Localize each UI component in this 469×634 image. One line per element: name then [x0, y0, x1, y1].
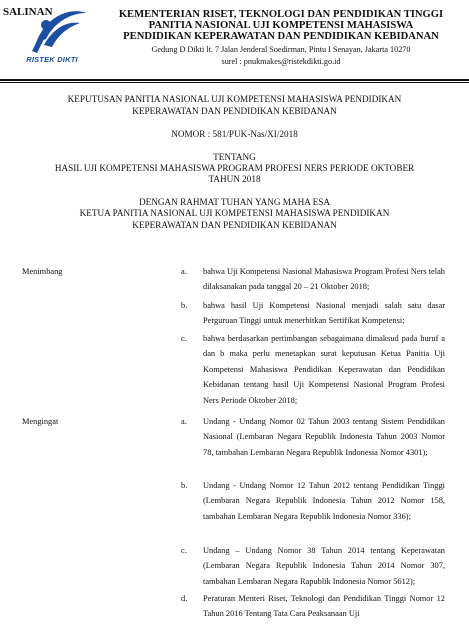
tentang-heading: TENTANG [213, 152, 256, 162]
program-title: PENDIDIKAN KEPERAWATAN DAN PENDIDIKAN KEBIDANAN [123, 31, 439, 42]
list-marker: a. [181, 267, 187, 276]
header-rule [0, 79, 469, 81]
list-marker: c. [181, 334, 187, 343]
mengingat-item-b: Undang - Undang Nomor 12 Tahun 2012 tentang Pendidikan Tinggi (Lembaran Negara Republik Indonesia Tahun 2012 Nomor 158, tambahan Lembaran Negara Republik Indonesia Nomor 336); [203, 481, 445, 521]
mengingat-label: Mengingat [22, 417, 59, 426]
salinan-label: SALINAN [3, 6, 53, 18]
decree-title-1: KEPUTUSAN PANITIA NASIONAL UJI KOMPETENSI MAHASISWA PENDIDIKAN [67, 94, 402, 104]
decree-number: NOMOR : 581/PUK-Nas/XI/2018 [171, 129, 298, 139]
logo-text: RISTEK DIKTI [26, 55, 78, 64]
mengingat-item-a: Undang - Undang Nomor 02 Tahun 2003 tentang Sistem Pendidikan Nasional (Lembaran Negara Republik Indonesia Tahun 2003 Nomor 78, tambahan Lembaran Negara Republik Indonesia Nomor 4301); [203, 417, 445, 457]
menimbang-item-c: bahwa berdasarkan pertimbangan sebagaimana dimaksud pada huruf a dan b maka perlu menetapkan surat keputusan Ketua Panitia Uji Kompetensi Mahasiswa Pendidikan Keperawatan dan Pendidikan Kebidanan tentang hasil Uji Kompetensi Nasional Program Profesi Ners Periode Oktober 2018; [203, 334, 445, 405]
chair-line-1: KETUA PANITIA NASIONAL UJI KOMPETENSI MAHASISWA PENDIDIKAN [79, 208, 390, 218]
list-marker: c. [181, 546, 187, 555]
menimbang-item-a: bahwa Uji Kompetensi Nasional Mahasiswa Program Profesi Ners telah dilaksanakan pada tanggal 20 – 21 Oktober 2018; [203, 267, 445, 292]
grace-line: DENGAN RAHMAT TUHAN YANG MAHA ESA [139, 197, 330, 207]
email: surel : pnukmakes@ristekdikti.go.id [221, 57, 341, 66]
address: Gedung D Dikti lt. 7 Jalan Jenderal Soedirman, Pintu I Senayan, Jakarta 10270 [151, 45, 411, 54]
menimbang-label: Menimbang [22, 267, 63, 276]
list-marker: a. [181, 417, 187, 426]
decree-title-2: KEPERAWATAN DAN PENDIDIKAN KEBIDANAN [132, 106, 337, 116]
decree-subject-2: TAHUN 2018 [208, 174, 261, 184]
list-marker: b. [181, 481, 188, 490]
mengingat-item-c: Undang – Undang Nomor 38 Tahun 2014 tentang Keperawatan (Lembaran Negara Republik Indonesia Tahun 2014 Nomor 307, tambahan Lembaran Negara Rapublik Indonesia Nomor 5612); [203, 546, 445, 586]
decree-subject-1: HASIL UJI KOMPETENSI MAHASISWA PROGRAM PROFESI NERS PERIODE OKTOBER [54, 163, 415, 173]
chair-line-2: KEPERAWATAN DAN PENDIDIKAN KEBIDANAN [132, 220, 337, 230]
menimbang-item-b: bahwa hasil Uji Kompetensi Nasional menjadi salah satu dasar Perguruan Tinggi untuk menerbitkan Sertifikat Kompetensi; [203, 301, 445, 326]
header-rule-thin [0, 82, 469, 83]
ministry-title: KEMENTERIAN RISET, TEKNOLOGI DAN PENDIDIKAN TINGGI [118, 9, 444, 20]
list-marker: b. [181, 301, 188, 310]
letterhead [96, 9, 466, 67]
list-marker: d. [181, 594, 188, 603]
mengingat-item-d: Peraturan Menteri Riset, Teknologi dan Pendidikan Tinggi Nomor 12 Tahun 2016 Tentang Tata Cara Peaksanaan Uji [203, 594, 445, 619]
committee-title: PANITIA NASIONAL UJI KOMPETENSI MAHASISWA [148, 20, 414, 31]
